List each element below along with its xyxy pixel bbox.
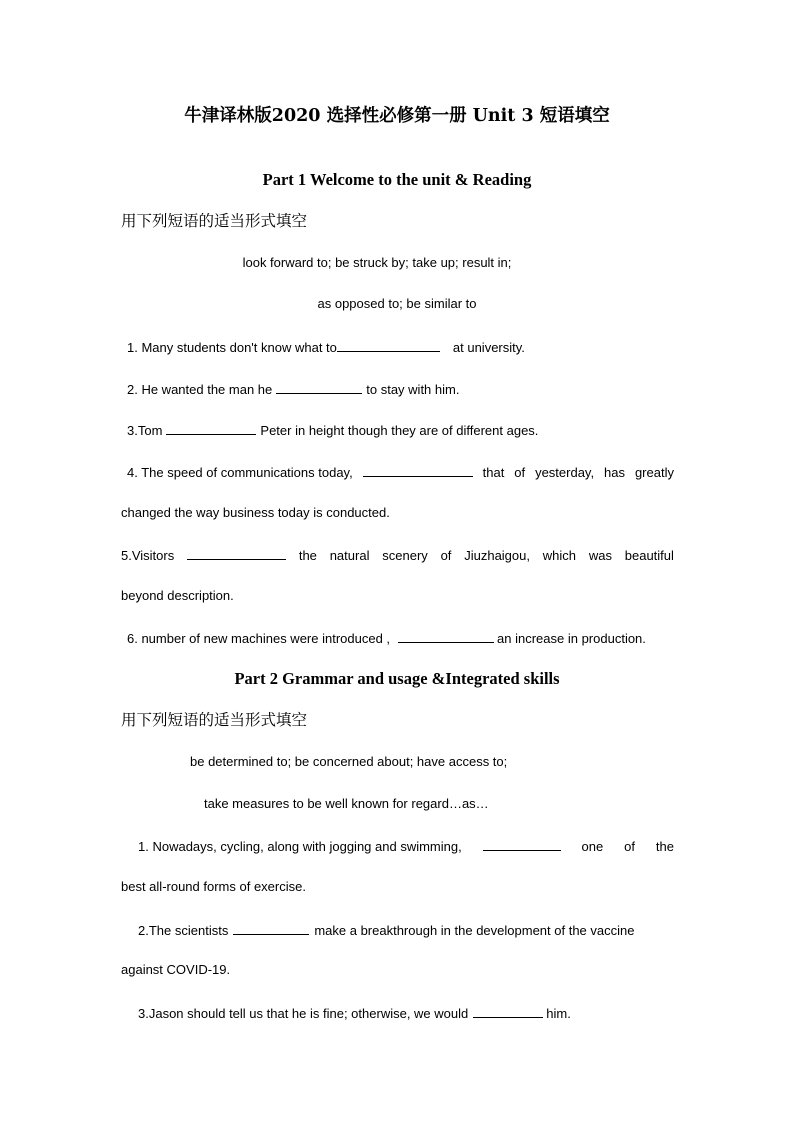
question-text: Peter in height though they are of different ages. xyxy=(260,423,539,438)
question-text: beyond description. xyxy=(121,588,234,603)
question-word: of xyxy=(514,465,526,480)
part1-heading: Part 1 Welcome to the unit & Reading xyxy=(262,170,532,189)
answer-blank[interactable] xyxy=(233,921,309,935)
part1-question-5-continued xyxy=(121,588,674,603)
question-text: an increase in production. xyxy=(497,631,646,646)
question-text: 1. Nowadays, cycling, along with jogging and swimming, xyxy=(138,839,462,854)
question-word: yesterday, xyxy=(535,465,595,480)
question-text: 6. number of new machines were introduced , xyxy=(127,631,391,646)
question-text: 1. Many students don't know what to xyxy=(127,340,337,355)
question-text: to stay with him. xyxy=(366,382,460,397)
question-word: of xyxy=(440,548,452,563)
question-word: the xyxy=(655,839,674,854)
question-word: has xyxy=(604,465,625,480)
answer-blank[interactable] xyxy=(473,1004,543,1018)
part1-question-3 xyxy=(127,421,680,438)
question-text: 5.Visitors xyxy=(121,548,175,563)
answer-blank[interactable] xyxy=(166,421,256,435)
question-word: of xyxy=(624,839,635,854)
question-word: one xyxy=(581,839,604,854)
part2-question-1-continued xyxy=(121,879,674,894)
part1-question-6 xyxy=(127,629,677,646)
question-text: best all-round forms of exercise. xyxy=(121,879,306,894)
question-text: changed the way business today is conducted. xyxy=(121,505,390,520)
answer-blank[interactable] xyxy=(398,629,494,643)
part2-phrase-bank-line2: take measures to be well known for regard…as… xyxy=(204,796,489,811)
part1-question-4 xyxy=(127,463,674,480)
page-title: 牛津译林版2020 选择性必修第一册 Unit 3 短语填空 xyxy=(184,106,610,126)
question-word: beautiful xyxy=(624,548,674,563)
question-word: the xyxy=(298,548,317,563)
part2-question-3 xyxy=(138,1004,674,1021)
part2-question-2 xyxy=(138,921,674,938)
answer-blank[interactable] xyxy=(363,463,473,477)
question-word: greatly xyxy=(634,465,674,480)
question-text: 2.The scientists xyxy=(138,923,229,938)
question-word: natural xyxy=(329,548,370,563)
answer-blank[interactable] xyxy=(276,380,362,394)
question-word: Jiuzhaigou, xyxy=(464,548,530,563)
part2-phrase-bank-line1: be determined to; be concerned about; have access to; xyxy=(190,754,508,769)
question-text: him. xyxy=(546,1006,571,1021)
question-word: that xyxy=(482,465,505,480)
answer-blank[interactable] xyxy=(337,338,440,352)
answer-blank[interactable] xyxy=(187,546,286,560)
answer-blank[interactable] xyxy=(483,837,561,851)
part2-question-1 xyxy=(138,837,674,854)
part1-question-4-continued xyxy=(121,505,674,520)
question-word: which xyxy=(542,548,577,563)
question-text: 4. The speed of communications today, xyxy=(127,465,353,480)
question-text: at university. xyxy=(452,340,525,355)
question-text: against COVID-19. xyxy=(121,962,231,977)
part1-instruction: 用下列短语的适当形式填空 xyxy=(121,212,308,230)
part1-question-1 xyxy=(127,338,680,355)
question-text: 2. He wanted the man he xyxy=(127,382,273,397)
part1-question-5 xyxy=(121,546,674,563)
part2-instruction: 用下列短语的适当形式填空 xyxy=(121,711,308,729)
part2-heading: Part 2 Grammar and usage &Integrated skills xyxy=(234,669,560,688)
part1-phrase-bank-line1: look forward to; be struck by; take up; result in; xyxy=(242,255,512,270)
question-word: was xyxy=(588,548,612,563)
question-text: 3.Tom xyxy=(127,423,163,438)
question-word: scenery xyxy=(382,548,428,563)
question-text: 3.Jason should tell us that he is fine; otherwise, we would xyxy=(138,1006,469,1021)
part1-phrase-bank-line2: as opposed to; be similar to xyxy=(317,296,477,311)
question-text: make a breakthrough in the development of the vaccine xyxy=(314,923,635,938)
part2-question-2-continued xyxy=(121,962,674,977)
part1-question-2 xyxy=(127,380,680,397)
